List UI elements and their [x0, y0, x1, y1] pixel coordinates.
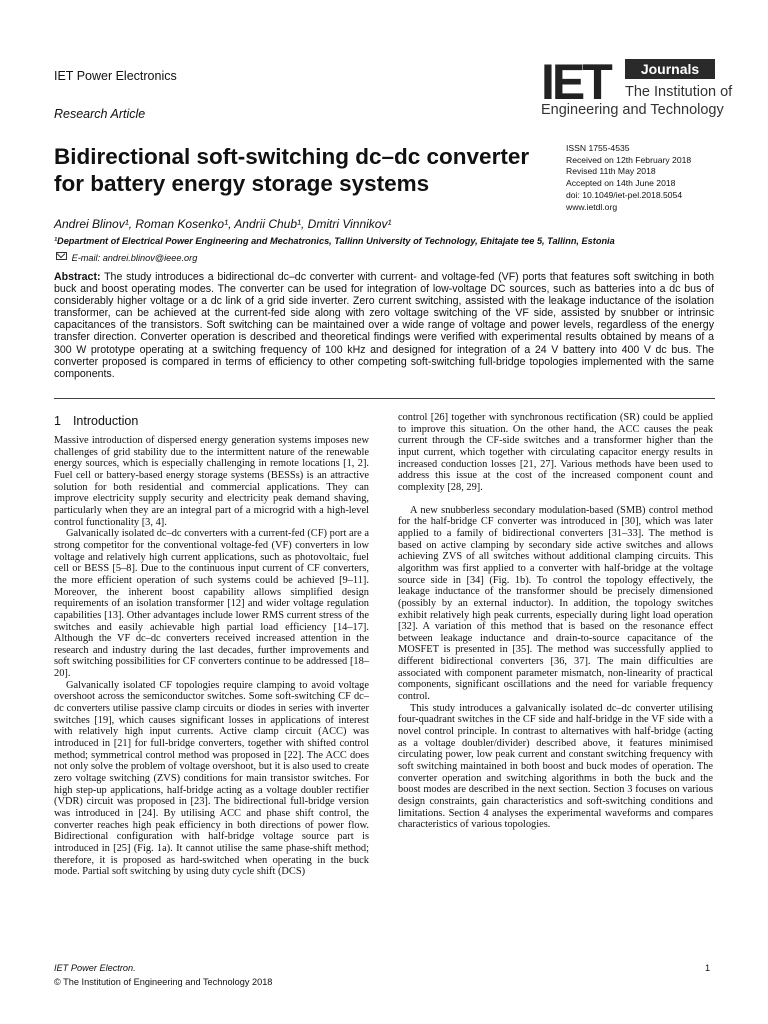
iet-logo: [541, 54, 733, 121]
article-type: Research Article: [54, 107, 146, 121]
article-meta: [566, 143, 691, 213]
mail-icon: [56, 252, 67, 260]
issn: ISSN 1755-4535: [566, 143, 630, 153]
received-date: Received on 12th February 2018: [566, 154, 692, 165]
section-heading: [54, 414, 138, 428]
website-link[interactable]: www.ietdl.org: [566, 201, 618, 212]
author-list: Andrei Blinov¹, Roman Kosenko¹, Andrii Chub¹, Dmitri Vinnikov¹: [54, 217, 392, 231]
header-divider: [54, 398, 715, 399]
paragraph: control [26] together with synchronous rectification (SR) could be applied to improve this situation. On the other hand, the ACC causes the peak current through the CF-side switches and a transformer higher than the input current, which together with circulating capacitor energy results in increased conduction losses [21, 27]. Various methods have been used to address this issue at the cost of the increased component count and complexity [28, 29].: [398, 412, 713, 493]
paragraph: Galvanically isolated dc–dc converters with a current-fed (CF) port are a strong competitor for the conventional voltage-fed (VF) converters in low voltage and relatively high current applications, such as photovoltaic, fuel cell or BESS [5–8]. Due to the continuous input current of CF converters, the more efficient operation of such systems could be achieved [9–11]. Moreover, the inherent boost capability allows simplified design requirements of an isolation transformer [12] and wider voltage regulation capabilities [13]. Other advantages include lower RMS current stress of the switches and easily achievable high partial load efficiency [14–17]. Although the VF dc–dc converters received increased attention in the research and industry during the last decades, further improvements and soft switching possibilities for CF converters continue to be addressed [18–20].: [54, 528, 369, 680]
section-title: Introduction: [72, 414, 139, 428]
page-number: 1: [705, 963, 711, 973]
email-line: [54, 252, 197, 263]
article-title: Bidirectional soft-switching dc–dc converter for battery energy storage systems: [54, 144, 530, 196]
email-address[interactable]: E-mail: andrei.blinov@ieee.org: [71, 253, 198, 263]
footer-copyright: © The Institution of Engineering and Technology 2018: [54, 977, 273, 987]
paragraph: A new snubberless secondary modulation-based (SMB) control method for the half-bridge CF converter was introduced in [30], which was later applied to a family of bidirectional converters [31–33]. The method is based on active clamping by secondary side active switches and allows achieving ZVS of all switches without additional clamping circuits. This algorithm was first applied to a converter with half-bridge at the voltage source side in [34] (Fig. 1b). To control the topology effectively, the leakage inductance of the transformer should be precisely dimensioned (possibly by an external inductor). In addition, the topology switches exhibit relatively high peak currents, especially during light load operation [32]. A variation of this method that is based on the resonance effect between leakage inductance and drain-to-source capacitance of the MOSFET is presented in [35]. The method was successfully applied to different bidirectional converters [36, 37]. The main difficulties are associated with component parameter mismatch, non-linearity of practical components, significant oscillations and the need for variable frequency control.: [398, 504, 713, 703]
section-number: 1: [54, 414, 61, 428]
journal-name: IET Power Electronics: [54, 69, 177, 83]
doi[interactable]: doi: 10.1049/iet-pel.2018.5054: [566, 189, 683, 200]
accepted-date: Accepted on 14th June 2018: [566, 178, 676, 189]
affiliation: ¹Department of Electrical Power Engineering and Mechatronics, Tallinn University of Technology, Ehitajate tee 5, Tallinn, Estonia: [54, 236, 615, 246]
footer-journal: IET Power Electron.: [54, 963, 136, 973]
left-column: [54, 435, 369, 878]
abstract-text: The study introduces a bidirectional dc–dc converter with current- and voltage-fed (VF) ports that features soft switching in both buck and boost operating modes. The converter can be used for integration of low-voltage DC sources, such as batteries into a dc bus of considerably higher voltage or a dc link of a grid side inverter. Zero current switching, assisted with the leakage inductance of the isolation transformer, can be achieved at the current-fed side along with zero voltage switching of the VF side, assisted by snubber or intrinsic capacitances of the transistors. Soft switching can be maintained over a wide range of voltage and power levels, regardless of the energy transfer direction. Converter operation is described and theoretical findings were verified with experimental results obtained by means of a 300 W prototype operating at a switching frequency of 100 kHz and designed for integration of a 24 V battery into 400 V dc bus. The converter proposed is compared in terms of efficiency to other competing soft-switching full-bridge topologies implemented with the same components.: [54, 271, 714, 380]
institution-line-1: The Institution of: [625, 84, 733, 100]
revised-date: Revised 11th May 2018: [566, 166, 656, 177]
paragraph: Massive introduction of dispersed energy generation systems imposes new challenges of grid stability due to the intermittent nature of the renewable energy sources, which is especially challenging in remote locations [1, 2]. Fuel cell or battery-based energy storage systems (BESSs) is an attractive solution for both residential and commercial applications. They can improve electricity supply security and electricity peak demand shaving, particularly when they are an integral part of a microgrid with a high-level control functionality [3, 4].: [54, 435, 369, 528]
abstract: [54, 271, 714, 380]
abstract-label: Abstract:: [54, 271, 101, 283]
right-column: [398, 412, 713, 831]
institution-line-2: Engineering and Technology: [541, 102, 724, 118]
iet-logo-mark: IET: [541, 54, 610, 110]
paragraph: This study introduces a galvanically isolated dc–dc converter utilising four-quadrant switches in the CF side and half-bridge in the VF side with a novel control principle. In contrast to alternatives with half-bridge (acting as a voltage doubler/divider) described above, it features minimised circulating power, low peak current and constant switching frequency with soft switching maintained in both boost and buck modes of operation. The converter operation and switching algorithms in both the buck and the boost modes are described in the next section. Section 3 focuses on various design constraints, gain characteristics and soft-switching conditions and limitations. Section 4 analyses the experimental waveforms and compares characteristics of various topologies.: [398, 702, 713, 831]
journals-badge: Journals: [625, 59, 715, 79]
paragraph: Galvanically isolated CF topologies require clamping to avoid voltage overshoot across the semiconductor switches. Some soft-switching CF dc–dc converters utilise passive clamp circuits or diodes in series with inverter switches [19], which causes significant losses in applications of interest with relatively high input currents. Active clamp circuit (ACC) was introduced in [21] for full-bridge converters, together with shifted control method; symmetrical control method was proposed in [22]. The ACC does not only solve the problem of voltage overshoot, but it is also used to create zero voltage switching (ZVS) conditions for main transistor switches. For high step-up applications, half-bridge acting as a voltage doubler rectifier (VDR) circuit was proposed in [23]. The bidirectional full-bridge version was introduced in [24]. By utilising ACC and phase shift control, the converter reaches high peak efficiency in both directions of power flow. Bidirectional configuration with half-bridge voltage source part is introduced in [25] (Fig. 1a). It cannot utilise the same phase-shift method; therefore, it is proposed as hard-switched when operating in the buck mode. Partial soft switching by using duty cycle shift (DCS): [54, 679, 369, 878]
